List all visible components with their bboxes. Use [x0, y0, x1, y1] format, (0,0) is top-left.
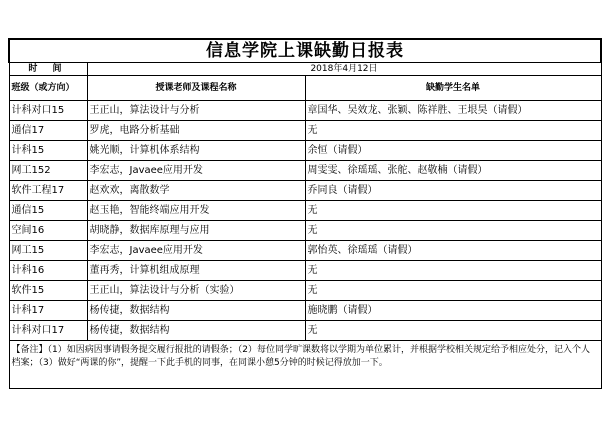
table-row [9, 161, 601, 181]
cell-teacher-course: 赵欢欢，离散数学 [87, 181, 305, 201]
cell-class: 计科15 [9, 141, 87, 161]
title-row [9, 39, 601, 63]
cell-teacher-course: 姚光顺，计算机体系结构 [87, 141, 305, 161]
cell-absent: 余恒（请假） [305, 141, 601, 161]
cell-teacher-course: 王正山，算法设计与分析（实验） [87, 281, 305, 301]
cell-teacher-course: 李宏志，Javaee应用开发 [87, 241, 305, 261]
table-row [9, 281, 601, 301]
header-absent: 缺勤学生名单 [305, 76, 601, 101]
cell-teacher-course: 罗虎，电路分析基础 [87, 121, 305, 141]
cell-teacher-course: 董再秀，计算机组成原理 [87, 261, 305, 281]
cell-absent: 周雯雯、徐瑶瑶、张舵、赵敬楠（请假） [305, 161, 601, 181]
table-row [9, 181, 601, 201]
cell-class: 网工152 [9, 161, 87, 181]
table-row [9, 241, 601, 261]
table-row [9, 141, 601, 161]
attendance-report-table [8, 38, 602, 389]
cell-teacher-course: 胡晓静，数据库原理与应用 [87, 221, 305, 241]
cell-absent: 施晓鹏（请假） [305, 301, 601, 321]
table-row [9, 201, 601, 221]
table-row [9, 261, 601, 281]
header-class: 班级（或方向） [9, 76, 87, 101]
cell-class: 通信15 [9, 201, 87, 221]
cell-absent: 无 [305, 201, 601, 221]
cell-teacher-course: 杨传捷，数据结构 [87, 321, 305, 341]
cell-absent: 乔同良（请假） [305, 181, 601, 201]
table-row [9, 221, 601, 241]
cell-class: 计科对口15 [9, 101, 87, 121]
cell-teacher-course: 王正山，算法设计与分析 [87, 101, 305, 121]
cell-absent: 无 [305, 281, 601, 301]
cell-absent: 无 [305, 261, 601, 281]
cell-teacher-course: 赵玉艳，智能终端应用开发 [87, 201, 305, 221]
cell-class: 通信17 [9, 121, 87, 141]
cell-absent: 无 [305, 121, 601, 141]
table-row [9, 121, 601, 141]
report-title: 信息学院上课缺勤日报表 [9, 39, 601, 63]
report-date: 2018年4月12日 [87, 63, 601, 76]
cell-absent: 郭怡英、徐瑶瑶（请假） [305, 241, 601, 261]
cell-absent: 无 [305, 221, 601, 241]
note-text: 【备注】（1）如因病因事请假务提交履行报批的请假条；（2）每位同学旷课数将以学期为单位累计，并根据学校相关规定给予相应处分，记入个人档案；（3）做好“两课的你”，提醒一下此手机的同事，在同课小憩5分钟的时候记得放加一下。 [9, 341, 601, 389]
table-row [9, 321, 601, 341]
time-label: 时 间 [9, 63, 87, 76]
cell-teacher-course: 李宏志，Javaee应用开发 [87, 161, 305, 181]
cell-class: 计科16 [9, 261, 87, 281]
header-row [9, 76, 601, 101]
table-row [9, 301, 601, 321]
cell-absent: 无 [305, 321, 601, 341]
cell-class: 计科17 [9, 301, 87, 321]
table-row [9, 101, 601, 121]
date-row [9, 63, 601, 76]
cell-class: 空间16 [9, 221, 87, 241]
cell-class: 软件15 [9, 281, 87, 301]
cell-class: 计科对口17 [9, 321, 87, 341]
cell-class: 网工15 [9, 241, 87, 261]
note-row [9, 341, 601, 389]
cell-class: 软件工程17 [9, 181, 87, 201]
header-teacher-course: 授课老师及课程名称 [87, 76, 305, 101]
cell-absent: 章国华、吴效龙、张颖、陈祥胜、王垠昊（请假） [305, 101, 601, 121]
cell-teacher-course: 杨传捷，数据结构 [87, 301, 305, 321]
